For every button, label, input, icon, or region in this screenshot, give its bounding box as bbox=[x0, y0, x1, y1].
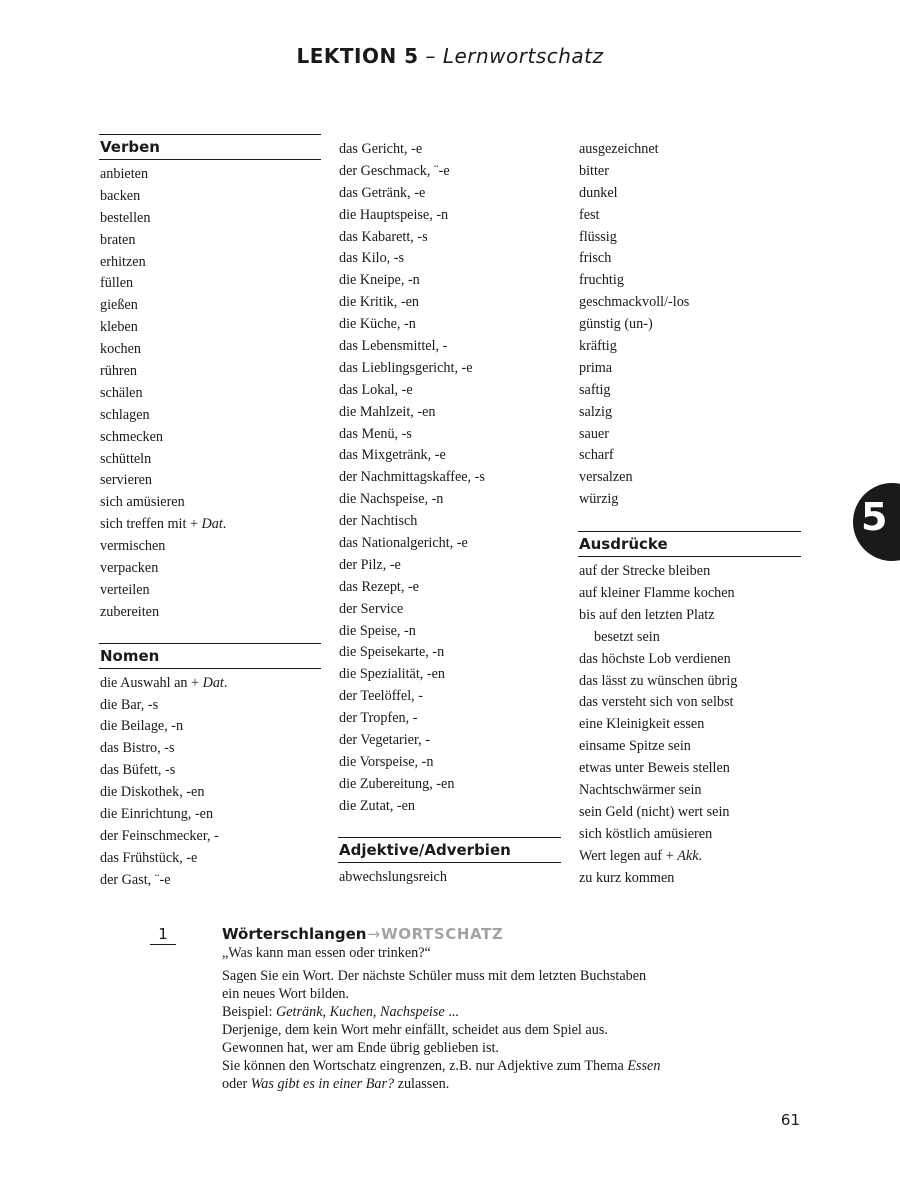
column-2 bbox=[338, 139, 561, 889]
noun-item: die Kneipe, -n bbox=[339, 272, 420, 289]
expression-item: zu kurz kommen bbox=[579, 869, 675, 886]
noun-item: das Kilo, -s bbox=[339, 250, 405, 267]
verb-item: kochen bbox=[100, 341, 141, 358]
exercise-title: Wörterschlangen bbox=[222, 925, 367, 943]
lesson-label: LEKTION 5 bbox=[296, 44, 419, 68]
lesson-subtitle: Lernwortschatz bbox=[442, 44, 604, 68]
adjective-item: ausgezeichnet bbox=[579, 141, 659, 157]
noun-item: das Büfett, -s bbox=[100, 762, 176, 779]
adjective-item: frisch bbox=[579, 250, 612, 267]
adjective-item: würzig bbox=[579, 491, 619, 508]
expression-item: sein Geld (nicht) wert sein bbox=[579, 803, 730, 820]
expression-item: Wert legen auf + Akk. bbox=[579, 847, 703, 864]
verb-item: schälen bbox=[100, 384, 143, 401]
verb-item: verteilen bbox=[100, 581, 150, 598]
exercise-heading bbox=[222, 924, 503, 944]
chapter-tab bbox=[853, 483, 900, 561]
noun-item: der Teelöffel, - bbox=[339, 688, 423, 705]
noun-item: der Pilz, -e bbox=[339, 556, 401, 573]
noun-item: der Service bbox=[339, 600, 404, 617]
noun-item: das Lieblingsgericht, -e bbox=[339, 359, 473, 376]
noun-item: das Menü, -s bbox=[339, 425, 412, 442]
expression-item: auf der Strecke bleiben bbox=[579, 563, 711, 580]
rules-topic-2: Was gibt es in einer Bar? bbox=[250, 1076, 395, 1092]
section-heading-nomen: Nomen bbox=[99, 643, 321, 669]
verb-item: erhitzen bbox=[100, 253, 146, 270]
section-heading-ausdruecke: Ausdrücke bbox=[578, 531, 801, 557]
noun-item: die Zutat, -en bbox=[339, 797, 416, 814]
expression-item: eine Kleinigkeit essen bbox=[579, 716, 705, 733]
noun-item: das Getränk, -e bbox=[339, 184, 426, 201]
expression-item: besetzt sein bbox=[594, 628, 660, 645]
exercise-rules bbox=[222, 1021, 782, 1093]
verb-item: servieren bbox=[100, 472, 152, 489]
verb-item: vermischen bbox=[100, 538, 166, 555]
adjektive-list-continued bbox=[578, 139, 801, 511]
rules-line-4-end: zulassen. bbox=[397, 1076, 450, 1092]
noun-item: die Bar, -s bbox=[100, 696, 159, 713]
exercise-tag: WORTSCHATZ bbox=[381, 925, 504, 943]
example-words: Getränk, Kuchen, Nachspeise bbox=[276, 1004, 445, 1020]
instruction-line-1: Sagen Sie ein Wort. Der nächste Schüler muss mit dem letzten Buchstaben bbox=[222, 968, 647, 984]
expression-item: das lässt zu wünschen übrig bbox=[579, 672, 738, 689]
adjective-item: fruchtig bbox=[579, 272, 624, 289]
section-heading-verben: Verben bbox=[99, 134, 321, 160]
noun-item: die Kritik, -en bbox=[339, 294, 419, 311]
adjective-item: salzig bbox=[579, 403, 613, 420]
adjective-item: geschmackvoll/-los bbox=[579, 294, 690, 311]
noun-item: die Nachspeise, -n bbox=[339, 491, 444, 508]
noun-item: die Hauptspeise, -n bbox=[339, 206, 449, 223]
verb-item: schütteln bbox=[100, 450, 152, 467]
section-heading-adjektive: Adjektive/Adverbien bbox=[338, 837, 561, 863]
noun-item: der Vegetarier, - bbox=[339, 732, 430, 749]
verb-item: rühren bbox=[100, 363, 138, 380]
noun-item: das Rezept, -e bbox=[339, 578, 419, 595]
exercise-instruction bbox=[222, 967, 782, 1003]
noun-item: die Speise, -n bbox=[339, 622, 416, 639]
exercise-example bbox=[222, 1003, 782, 1021]
adjective-item: versalzen bbox=[579, 469, 633, 486]
chapter-tab-number: 5 bbox=[861, 495, 888, 539]
rules-line-1: Derjenige, dem kein Wort mehr einfällt, scheidet aus dem Spiel aus. bbox=[222, 1022, 608, 1038]
noun-item: der Nachtisch bbox=[339, 513, 418, 530]
noun-item: der Tropfen, - bbox=[339, 710, 418, 727]
column-3 bbox=[578, 139, 801, 890]
verb-item: braten bbox=[100, 231, 136, 248]
verb-item: zubereiten bbox=[100, 603, 160, 620]
nomen-list bbox=[99, 673, 321, 892]
noun-item: die Auswahl an + Dat. bbox=[100, 674, 228, 691]
noun-item: die Mahlzeit, -en bbox=[339, 403, 436, 420]
noun-item: die Beilage, -n bbox=[100, 718, 184, 735]
noun-item: die Einrichtung, -en bbox=[100, 806, 214, 823]
expression-item: Nachtschwärmer sein bbox=[579, 782, 702, 799]
adjective-item: dunkel bbox=[579, 184, 618, 201]
adjective-item: günstig (un-) bbox=[579, 316, 653, 333]
adjective-item: saftig bbox=[579, 381, 611, 398]
noun-item: die Zubereitung, -en bbox=[339, 775, 455, 792]
verb-item: anbieten bbox=[100, 166, 149, 182]
noun-item: das Lebensmittel, - bbox=[339, 338, 448, 355]
adjective-item: bitter bbox=[579, 162, 609, 179]
verb-item: schmecken bbox=[100, 428, 164, 445]
noun-item: die Spezialität, -en bbox=[339, 666, 445, 683]
noun-item: das Nationalgericht, -e bbox=[339, 535, 468, 552]
exercise-body bbox=[222, 944, 782, 1093]
ausdruecke-list bbox=[578, 561, 801, 889]
adjective-item: prima bbox=[579, 359, 613, 376]
expression-item: bis auf den letzten Platz bbox=[579, 606, 715, 623]
noun-item: die Diskothek, -en bbox=[100, 784, 205, 801]
adjective-item: sauer bbox=[579, 425, 609, 442]
noun-item: die Küche, -n bbox=[339, 316, 416, 333]
nomen-list-continued bbox=[338, 139, 561, 818]
adjective-item: scharf bbox=[579, 447, 614, 464]
noun-item: der Gast, ¨-e bbox=[100, 871, 171, 888]
arrow-icon: → bbox=[367, 925, 381, 943]
noun-item: der Feinschmecker, - bbox=[100, 827, 219, 844]
verben-list bbox=[99, 164, 321, 624]
verb-item: sich amüsieren bbox=[100, 494, 185, 511]
exercise-number: 1 bbox=[150, 924, 176, 945]
verb-item: gießen bbox=[100, 297, 138, 314]
expression-item: sich köstlich amüsieren bbox=[579, 825, 713, 842]
adjective-item: abwechslungsreich bbox=[339, 868, 447, 885]
verb-item: kleben bbox=[100, 319, 138, 336]
rules-line-3: Sie können den Wortschatz eingrenzen, z.B. nur Adjektive zum Thema bbox=[222, 1058, 624, 1074]
title-dash: – bbox=[418, 44, 443, 68]
noun-item: das Gericht, -e bbox=[339, 141, 423, 157]
noun-item: das Bistro, -s bbox=[100, 740, 175, 757]
verb-item: bestellen bbox=[100, 209, 151, 226]
noun-item: der Geschmack, ¨-e bbox=[339, 162, 450, 179]
verb-item: verpacken bbox=[100, 560, 159, 577]
verb-item: schlagen bbox=[100, 406, 150, 423]
example-label: Beispiel: bbox=[222, 1004, 273, 1020]
adjective-item: flüssig bbox=[579, 228, 617, 245]
adjektive-list bbox=[338, 867, 561, 889]
adjective-item: fest bbox=[579, 206, 600, 223]
page-title bbox=[0, 44, 900, 68]
expression-item: das höchste Lob verdienen bbox=[579, 650, 731, 667]
instruction-line-2: ein neues Wort bilden. bbox=[222, 986, 350, 1002]
rules-line-4-start: oder bbox=[222, 1076, 248, 1092]
rules-topic: Essen bbox=[627, 1058, 661, 1074]
noun-item: das Mixgetränk, -e bbox=[339, 447, 446, 464]
verb-item: sich treffen mit + Dat. bbox=[100, 516, 227, 533]
example-ellipsis: ... bbox=[444, 1004, 459, 1020]
expression-item: auf kleiner Flamme kochen bbox=[579, 585, 735, 602]
expression-item: einsame Spitze sein bbox=[579, 738, 691, 755]
expression-item: das versteht sich von selbst bbox=[579, 694, 734, 711]
rules-line-2: Gewonnen hat, wer am Ende übrig geblieben ist. bbox=[222, 1040, 499, 1056]
noun-item: das Frühstück, -e bbox=[100, 849, 198, 866]
noun-item: die Speisekarte, -n bbox=[339, 644, 445, 661]
noun-item: das Kabarett, -s bbox=[339, 228, 428, 245]
page-number: 61 bbox=[780, 1111, 800, 1129]
column-1 bbox=[99, 134, 321, 892]
verb-item: backen bbox=[100, 187, 141, 204]
noun-item: die Vorspeise, -n bbox=[339, 753, 434, 770]
exercise-question: „Was kann man essen oder trinken?“ bbox=[222, 945, 431, 961]
verb-item: füllen bbox=[100, 275, 134, 292]
adjective-item: kräftig bbox=[579, 338, 617, 355]
noun-item: das Lokal, -e bbox=[339, 381, 413, 398]
expression-item: etwas unter Beweis stellen bbox=[579, 760, 730, 777]
noun-item: der Nachmittagskaffee, -s bbox=[339, 469, 485, 486]
